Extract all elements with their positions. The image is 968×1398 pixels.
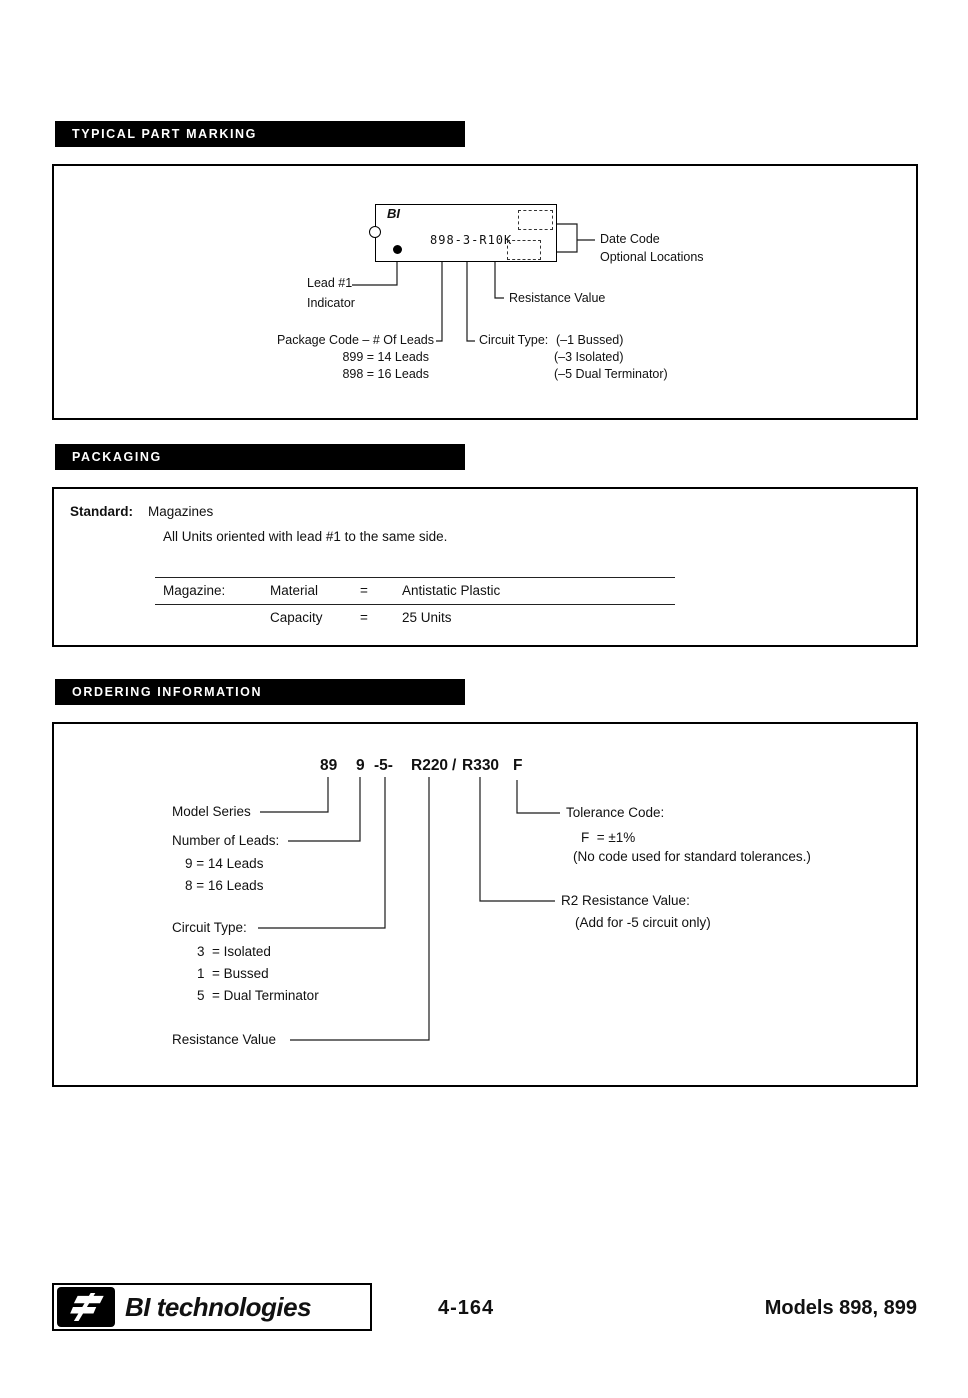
leads-option-9: 9 = 14 Leads — [185, 856, 264, 871]
bi-flag-icon-glyph — [59, 1289, 113, 1325]
section-header-packaging-label: PACKAGING — [72, 450, 162, 464]
part-number-slash: / — [452, 757, 457, 774]
circuit-bussed-label: (–1 Bussed) — [556, 333, 624, 347]
package-code-898: 898 = 16 Leads — [342, 367, 429, 381]
magazine-label: Magazine: — [163, 583, 226, 598]
package-code-899: 899 = 14 Leads — [342, 350, 429, 364]
magazine-row-capacity-eq: = — [360, 610, 368, 625]
lead1-label-line1: Lead #1 — [307, 276, 353, 290]
bi-flag-icon — [57, 1287, 115, 1327]
part-number-r1: R220 — [411, 757, 449, 774]
r2-resistance-value-label: R2 Resistance Value: — [561, 893, 690, 908]
orientation-note: All Units oriented with lead #1 to the same side. — [163, 529, 448, 544]
circuit-option-1: 1 = Bussed — [197, 966, 269, 981]
section-header-ordering-label: ORDERING INFORMATION — [72, 685, 263, 699]
package-code-label: Package Code – # Of Leads — [276, 333, 434, 347]
ordering-resistance-value-label: Resistance Value — [172, 1032, 277, 1047]
date-code-label-line1: Date Code — [600, 232, 660, 246]
leads-option-8: 8 = 16 Leads — [185, 878, 264, 893]
package-bi-logo: BI — [387, 206, 400, 221]
brand-wordmark: BI technologies — [125, 1291, 312, 1322]
magazine-row-capacity-value: 25 Units — [402, 610, 452, 625]
model-series-label: Model Series — [172, 804, 251, 819]
magazine-row-capacity-name: Capacity — [270, 610, 323, 625]
section-header-part-marking-label: TYPICAL PART MARKING — [72, 127, 258, 141]
section-header-part-marking — [55, 121, 465, 147]
date-code-label-line2: Optional Locations — [600, 250, 704, 264]
circuit-isolated-label: (–3 Isolated) — [554, 350, 624, 364]
number-of-leads-label: Number of Leads: — [172, 833, 280, 848]
lead1-indicator-dot — [393, 245, 402, 254]
tolerance-code-label: Tolerance Code: — [566, 805, 665, 820]
part-number-circuit: -5- — [374, 757, 393, 774]
date-code-location-box-bottom — [507, 240, 541, 260]
magazine-row-material-name: Material — [270, 583, 319, 598]
tolerance-note: (No code used for standard tolerances.) — [573, 849, 811, 864]
magazine-table-rule-top — [155, 577, 675, 578]
page-number: 4-164 — [438, 1297, 495, 1319]
models-label: Models 898, 899 — [764, 1297, 917, 1319]
part-number-leads: 9 — [356, 757, 365, 774]
r2-note: (Add for -5 circuit only) — [575, 915, 711, 930]
magazine-row-material-eq: = — [360, 583, 368, 598]
magazine-row-material-value: Antistatic Plastic — [402, 583, 501, 598]
resistance-value-label: Resistance Value — [509, 291, 606, 305]
ordering-circuit-type-label: Circuit Type: — [172, 920, 247, 935]
date-code-location-box-top — [518, 210, 553, 230]
tolerance-f-label: F = ±1% — [581, 830, 636, 845]
circuit-dual-label: (–5 Dual Terminator) — [554, 367, 668, 381]
part-number-tolerance: F — [513, 757, 523, 774]
circuit-option-5: 5 = Dual Terminator — [197, 988, 319, 1003]
section-header-packaging — [55, 444, 465, 470]
circuit-type-label: Circuit Type: — [479, 333, 549, 347]
circuit-option-3: 3 = Isolated — [197, 944, 271, 959]
section-header-ordering — [55, 679, 465, 705]
standard-label: Standard: — [70, 504, 134, 519]
part-number-model: 89 — [320, 757, 338, 774]
part-number-r2: R330 — [462, 757, 500, 774]
magazine-table-rule-bottom — [155, 604, 675, 605]
brand-logo-box — [52, 1283, 372, 1331]
lead1-label-line2: Indicator — [307, 296, 355, 310]
standard-value: Magazines — [148, 504, 214, 519]
package-notch — [369, 226, 381, 238]
part-marking-text: 898-3-R10K — [430, 233, 513, 247]
